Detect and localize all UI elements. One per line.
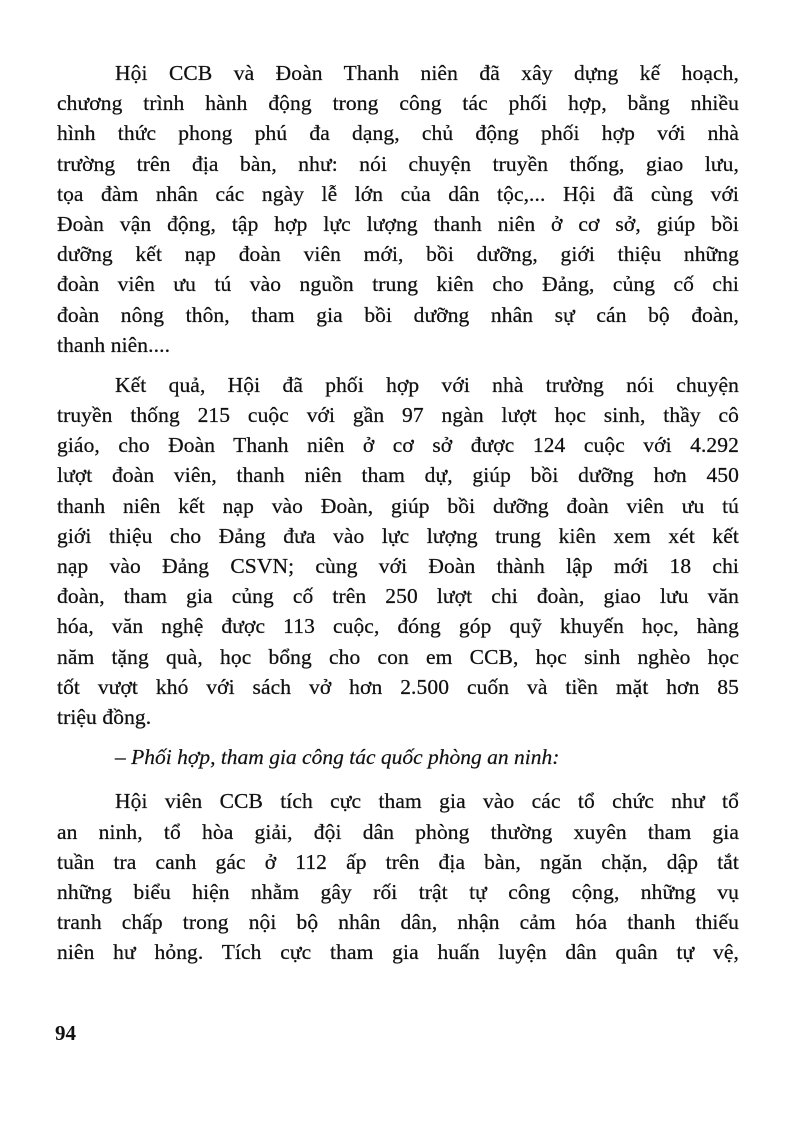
text-line: tuần tra canh gác ở 112 ấp trên địa bàn, ngăn chặn, dập tắt: [57, 849, 739, 874]
page-body: [57, 58, 739, 977]
page-number: 94: [55, 1021, 76, 1045]
text-line: thanh niên kết nạp vào Đoàn, giúp bồi dưỡng đoàn viên ưu tú: [57, 493, 739, 518]
text-line: đoàn nông thôn, tham gia bồi dưỡng nhân sự cán bộ đoàn,: [57, 302, 739, 327]
text-line: giáo, cho Đoàn Thanh niên ở cơ sở được 124 cuộc với 4.292: [57, 433, 739, 458]
paragraph-3: [57, 786, 739, 967]
text-line: chương trình hành động trong công tác phối hợp, bằng nhiều: [57, 91, 739, 116]
text-line: niên hư hỏng. Tích cực tham gia huấn luyện dân quân tự vệ,: [57, 940, 739, 965]
text-line: truyền thống 215 cuộc với gần 97 ngàn lượt học sinh, thầy cô: [57, 403, 739, 428]
text-line: hình thức phong phú đa dạng, chủ động phối hợp với nhà: [57, 121, 739, 146]
text-line: tốt vượt khó với sách vở hơn 2.500 cuốn và tiền mặt hơn 85: [57, 674, 739, 699]
text-line: đoàn viên ưu tú vào nguồn trung kiên cho Đảng, củng cố chi: [57, 272, 739, 297]
text-line: nạp vào Đảng CSVN; cùng với Đoàn thành lập mới 18 chi: [57, 554, 739, 578]
text-line: năm tặng quà, học bổng cho con em CCB, học sinh nghèo học: [57, 644, 739, 669]
text-line: tranh chấp trong nội bộ nhân dân, nhận cảm hóa thanh thiếu: [57, 910, 739, 935]
text-line: trường trên địa bàn, như: nói chuyện truyền thống, giao lưu,: [57, 151, 739, 176]
text-line: Hội CCB và Đoàn Thanh niên đã xây dựng kế hoạch,: [115, 61, 739, 85]
text-line: triệu đồng.: [57, 704, 152, 729]
text-line: những biểu hiện nhằm gây rối trật tự công cộng, những vụ: [57, 879, 739, 904]
text-line: hóa, văn nghệ được 113 cuộc, đóng góp quỹ khuyến học, hàng: [57, 614, 739, 639]
text-line: đoàn, tham gia củng cố trên 250 lượt chi đoàn, giao lưu văn: [57, 584, 739, 609]
text-line: thanh niên....: [57, 332, 171, 357]
text-line: an ninh, tổ hòa giải, đội dân phòng thường xuyên tham gia: [57, 819, 739, 844]
text-line: dưỡng kết nạp đoàn viên mới, bồi dưỡng, giới thiệu những: [57, 242, 739, 267]
text-line: tọa đàm nhân các ngày lễ lớn của dân tộc,... Hội đã cùng với: [57, 181, 739, 206]
paragraph-1: [57, 58, 739, 360]
text-line: Kết quả, Hội đã phối hợp với nhà trường nói chuyện: [115, 372, 739, 397]
text-line: giới thiệu cho Đảng đưa vào lực lượng trung kiên xem xét kết: [57, 523, 739, 548]
paragraph-2: [57, 370, 739, 732]
section-heading: – Phối hợp, tham gia công tác quốc phòng an ninh:: [115, 745, 560, 770]
text-line: Đoàn vận động, tập hợp lực lượng thanh niên ở cơ sở, giúp bồi: [57, 211, 739, 236]
text-line: lượt đoàn viên, thanh niên tham dự, giúp bồi dưỡng hơn 450: [57, 463, 739, 488]
text-line: Hội viên CCB tích cực tham gia vào các tổ chức như tổ: [115, 789, 739, 814]
